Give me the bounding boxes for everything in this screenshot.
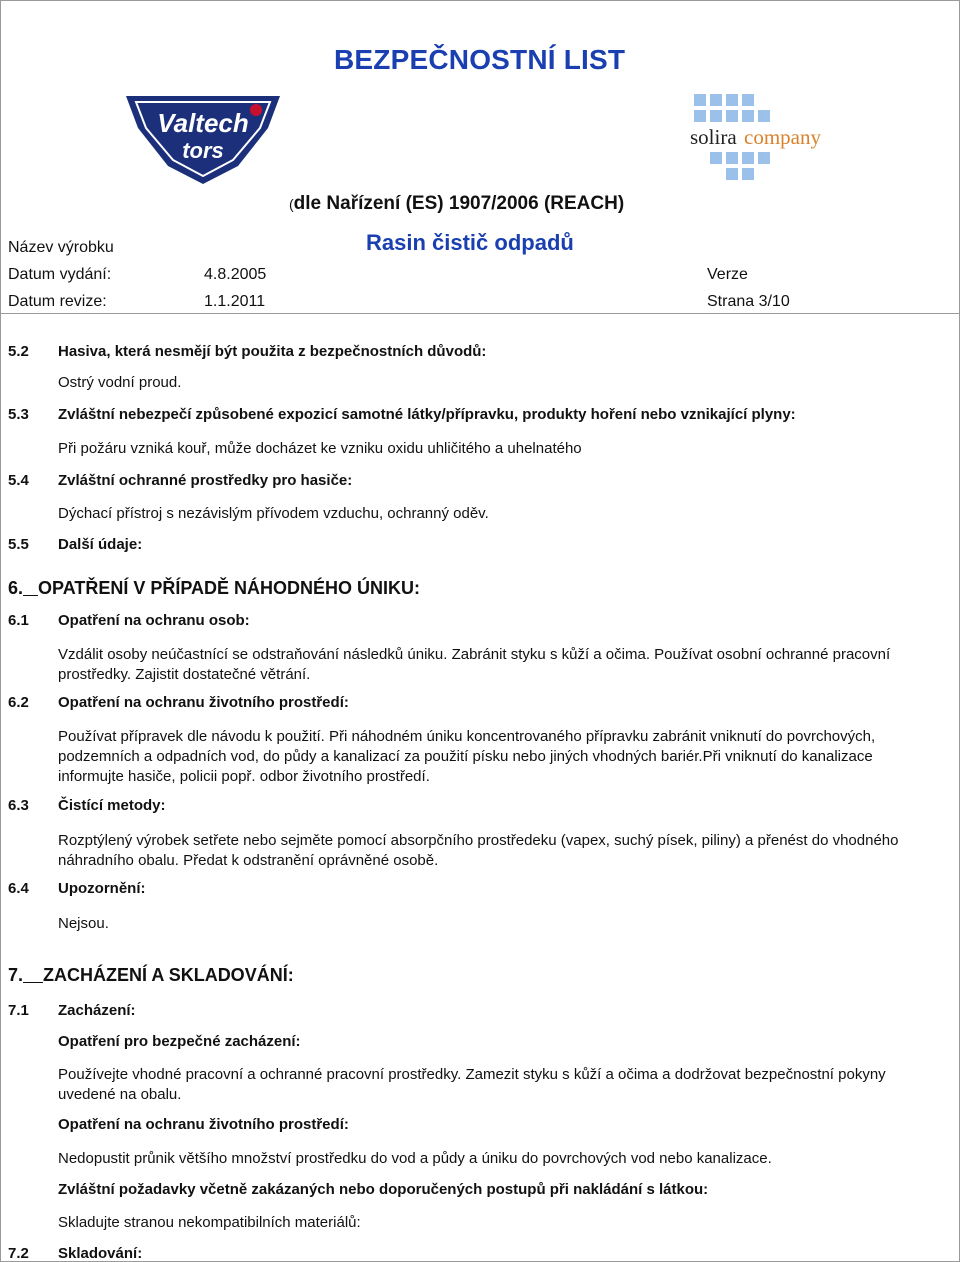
section-number: 6.4 (8, 880, 29, 897)
revision-date-label: Datum revize: (8, 293, 107, 310)
section-number: 5.4 (8, 472, 29, 489)
section-heading: Hasiva, která nesmějí být použita z bezpečnostních důvodů: (58, 343, 487, 360)
svg-text:solira: solira (690, 125, 737, 149)
section-text: Skladujte stranou nekompatibilních materiálů: (58, 1214, 361, 1231)
product-name: Rasin čistič odpadů (366, 230, 574, 255)
section-number: 6.1 (8, 612, 29, 629)
page-number: Strana 3/10 (707, 293, 790, 310)
section-text: Dýchací přístroj s nezávislým přívodem vzduchu, ochranný oděv. (58, 505, 489, 522)
issue-date: 4.8.2005 (204, 266, 267, 283)
subsection-heading: Zvláštní požadavky včetně zakázaných nebo doporučených postupů při nakládání s látkou: (58, 1181, 709, 1198)
section-text: Nejsou. (58, 915, 109, 932)
subsection-heading: Opatření pro bezpečné zacházení: (58, 1033, 301, 1050)
product-name-label: Název výrobku (8, 239, 114, 256)
section-heading: Zvláštní nebezpečí způsobené expozicí samotné látky/přípravku, produkty hoření nebo vznikající plyny: (58, 406, 796, 423)
issue-date-label: Datum vydání: (8, 266, 112, 283)
section-7-title: 7. ZACHÁZENÍ A SKLADOVÁNÍ: (8, 965, 294, 985)
section-text: Používejte vhodné pracovní a ochranné pracovní prostředky. Zamezit styku s kůží a očima a dodržovat bezpečnostní pokyny uvedené na obalu. (58, 1066, 886, 1103)
subsection-heading: Opatření na ochranu životního prostředí: (58, 1116, 349, 1133)
svg-text:tors: tors (182, 138, 224, 163)
section-heading: Opatření na ochranu životního prostředí: (58, 694, 349, 711)
section-heading: Další údaje: (58, 536, 143, 553)
section-number: 5.3 (8, 406, 29, 423)
section-text: Používat přípravek dle návodu k použití. Při náhodném úniku koncentrovaného přípravku zabránit vniknutí do povrchových, podzemních a odpadních vod, do půdy a kanalizací za použití písku nebo jiných vhodných bariér.Při vniknutí do kanalizace informujte hasiče, policii popř. odbor životního prostředí. (58, 728, 876, 785)
section-text: Rozptýlený výrobek setřete nebo sejměte pomocí absorpčního prostředeku (vapex, suchý písek, piliny) a přenést do vhodného náhradního obalu. Předat k odstranění oprávněné osobě. (58, 832, 899, 869)
section-text: Vzdálit osoby neúčastnící se odstraňování následků úniku. Zabránit styku s kůží a očima. Používat osobní ochranné pracovní prostředky. Zajistit dostatečné větrání. (58, 646, 891, 683)
regulation-line: (dle Nařízení (ES) 1907/2006 (REACH) (289, 193, 625, 214)
section-number: 7.1 (8, 1002, 29, 1019)
section-heading: Zacházení: (58, 1002, 136, 1019)
section-heading: Upozornění: (58, 880, 146, 897)
section-text: Při požáru vzniká kouř, může docházet ke vzniku oxidu uhličitého a uhelnatého (58, 440, 582, 457)
section-heading: Skladování: (58, 1245, 143, 1262)
section-heading: Čistící metody: (58, 797, 166, 814)
header-divider (0, 313, 960, 314)
section-number: 7.2 (8, 1245, 29, 1262)
document-title: BEZPEČNOSTNÍ LIST (334, 44, 626, 75)
svg-text:company: company (744, 125, 821, 149)
section-number: 6.3 (8, 797, 29, 814)
version-label: Verze (707, 266, 748, 283)
svg-text:Valtech: Valtech (157, 108, 249, 138)
revision-date: 1.1.2011 (204, 293, 266, 310)
section-heading: Opatření na ochranu osob: (58, 612, 250, 629)
section-heading: Zvláštní ochranné prostředky pro hasiče: (58, 472, 353, 489)
valtech-logo (118, 88, 288, 188)
section-number: 6.2 (8, 694, 29, 711)
section-text: Nedopustit průnik většího množství prostředku do vod a půdy a úniku do povrchových vod nebo kanalizace. (58, 1150, 772, 1167)
section-6-title: 6. OPATŘENÍ V PŘÍPADĚ NÁHODNÉHO ÚNIKU: (8, 578, 421, 598)
solira-company-logo (688, 90, 821, 182)
section-number: 5.5 (8, 536, 29, 553)
section-number: 5.2 (8, 343, 29, 360)
section-text: Ostrý vodní proud. (58, 374, 182, 391)
